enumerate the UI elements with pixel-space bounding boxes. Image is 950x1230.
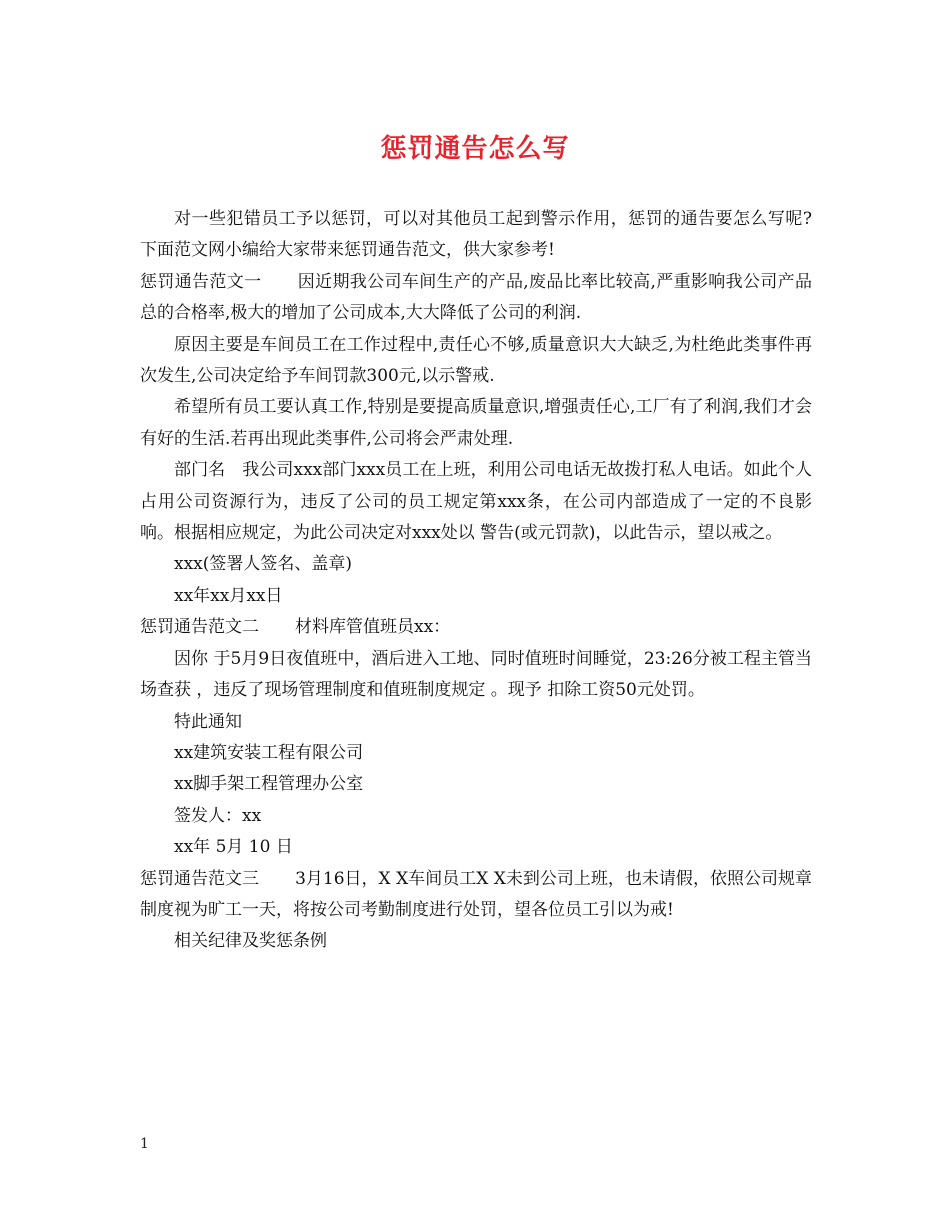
sample3-p1: 3月16日，X X车间员工X X未到公司上班，也未请假，依照公司规章制度视为旷工一天，将按公司考勤制度进行处罚，望各位员工引以为戒! (140, 868, 812, 920)
sample3-label: 惩罚通告范文三 (140, 868, 260, 889)
sample2-p1: 因你 于5月9日夜值班中，酒后进入工地、同时值班时间睡觉，23:26分被工程主管当场查获 ，违反了现场管理制度和值班制度规定 。现予 扣除工资50元处罚。 (140, 648, 812, 701)
sample1-first-paragraph (140, 267, 812, 330)
sample2-notice: 特此通知 (174, 711, 242, 732)
sample1-p2: 原因主要是车间员工在工作过程中,责任心不够,质量意识大大缺乏,为杜绝此类事件再次发生,公司决定给予车间罚款300元,以示警戒. (140, 334, 812, 387)
sample2-label: 惩罚通告范文二 (140, 617, 259, 638)
sample2-date: xx年 5月 10 日 (174, 837, 293, 858)
sample3-rules: 相关纪律及奖惩条例 (174, 931, 327, 952)
sample1-date: xx年xx月xx日 (174, 585, 283, 606)
sample2-addressee: 材料库管值班员xx： (295, 617, 451, 638)
intro-paragraph: 对一些犯错员工予以惩罚，可以对其他员工起到警示作用，惩罚的通告要怎么写呢?下面范文网小编给大家带来惩罚通告范文，供大家参考! (140, 209, 812, 261)
sample2-issuer: 签发人：xx (174, 805, 262, 826)
sample2-company: xx建筑安装工程有限公司 (174, 742, 364, 763)
sample1-signer: xxx(签署人签名、盖章) (174, 554, 353, 575)
sample1-p1: 因近期我公司车间生产的产品,废品比率比较高,严重影响我公司产品总的合格率,极大的增加了公司成本,大大降低了公司的利润. (140, 271, 813, 324)
page-number: 1 (140, 1136, 149, 1152)
document-body (140, 204, 812, 958)
sample1-p4: 部门名 我公司xxx部门xxx员工在上班，利用公司电话无故拨打私人电话。如此个人占用公司资源行为，违反了公司的员工规定第xxx条，在公司内部造成了一定的不良影响。根据相应规定，为此公司决定对xxx处以 警告(或元罚款)，以此告示，望以戒之。 (140, 460, 812, 544)
sample3-first-paragraph (140, 864, 812, 927)
sample2-office: xx脚手架工程管理办公室 (174, 774, 364, 795)
sample1-label: 惩罚通告范文一 (140, 271, 262, 292)
sample1-p3: 希望所有员工要认真工作,特别是要提高质量意识,增强责任心,工厂有了利润,我们才会有好的生活.若再出现此类事件,公司将会严肃处理. (140, 397, 812, 449)
document-title: 惩罚通告怎么写 (380, 134, 570, 164)
sample2-first-line (140, 612, 812, 643)
